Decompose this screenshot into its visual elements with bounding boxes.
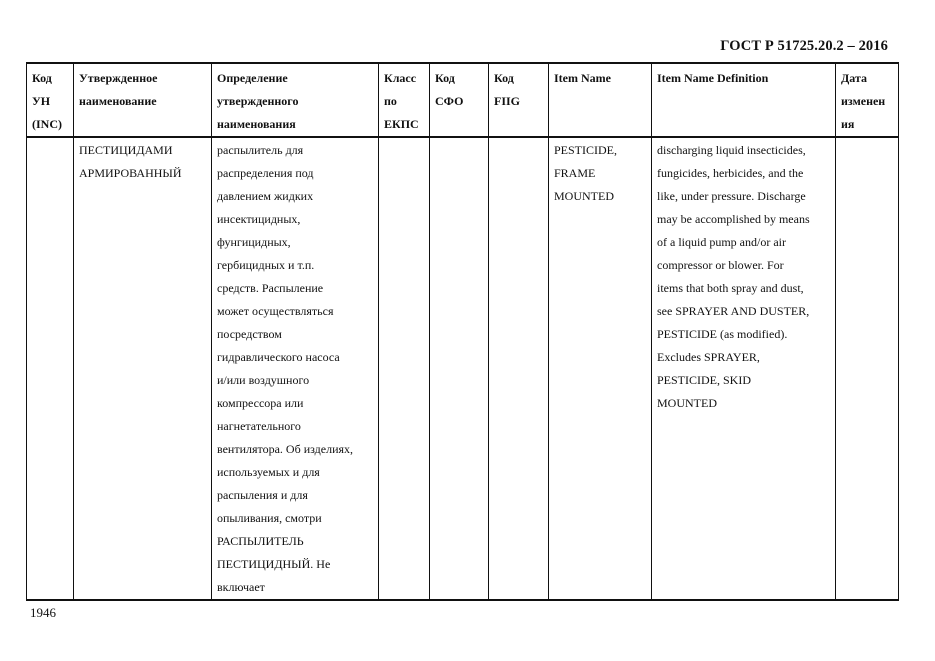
cell-text-line: may be accomplished by means bbox=[657, 212, 810, 226]
cell-text-line: нагнетательного bbox=[217, 419, 301, 433]
header-item-name bbox=[549, 63, 652, 137]
cell-text-line: наименования bbox=[217, 117, 296, 131]
cell-text-line: Код bbox=[32, 71, 52, 85]
table-row bbox=[27, 137, 899, 600]
cell-text-line: ПЕСТИЦИДНЫЙ. Не bbox=[217, 557, 331, 571]
item-name-registry-table bbox=[26, 62, 899, 601]
cell-text-line: посредством bbox=[217, 327, 282, 341]
cell-text-line: компрессора или bbox=[217, 396, 304, 410]
cell-text-line: включает bbox=[217, 580, 265, 594]
cell-fiig-code bbox=[489, 137, 549, 600]
cell-text-line: PESTICIDE, SKID bbox=[657, 373, 752, 387]
table-header-row bbox=[27, 63, 899, 137]
cell-inc-code bbox=[27, 137, 74, 600]
cell-text-line: PESTICIDE (as modified). bbox=[657, 327, 788, 341]
cell-item-name bbox=[549, 137, 652, 600]
cell-text-line: FIIG bbox=[494, 94, 521, 108]
cell-text-line: like, under pressure. Discharge bbox=[657, 189, 806, 203]
cell-approved-name bbox=[74, 137, 212, 600]
page-number: 1946 bbox=[30, 605, 56, 620]
cell-text-line: Код bbox=[435, 71, 455, 85]
header-item-name-definition bbox=[652, 63, 836, 137]
cell-text-line: ия bbox=[841, 117, 855, 131]
cell-text-line: и/или воздушного bbox=[217, 373, 310, 387]
cell-text-line: MOUNTED bbox=[554, 189, 614, 203]
cell-text-line: распределения под bbox=[217, 166, 314, 180]
cell-text-line: может осуществляться bbox=[217, 304, 334, 318]
cell-text-line: инсектицидных, bbox=[217, 212, 301, 226]
cell-text-line: по bbox=[384, 94, 397, 108]
header-definition-ru bbox=[212, 63, 379, 137]
cell-text-line: FRAME bbox=[554, 166, 596, 180]
cell-text-line: Код bbox=[494, 71, 514, 85]
cell-text-line: гербицидных и т.п. bbox=[217, 258, 315, 272]
cell-text-line: compressor or blower. For bbox=[657, 258, 784, 272]
cell-text-line: ПЕСТИЦИДАМИ bbox=[79, 143, 173, 157]
cell-text-line: MOUNTED bbox=[657, 396, 717, 410]
cell-text-line: используемых и для bbox=[217, 465, 320, 479]
cell-text-line: ЕКПС bbox=[384, 117, 419, 131]
cell-text-line: discharging liquid insecticides, bbox=[657, 143, 806, 157]
cell-text-line: фунгицидных, bbox=[217, 235, 291, 249]
cell-text-line: PESTICIDE, bbox=[554, 143, 617, 157]
header-sfo-code bbox=[430, 63, 489, 137]
cell-text-line: средств. Распыление bbox=[217, 281, 324, 295]
cell-item-name-definition bbox=[652, 137, 836, 600]
cell-text-line: вентилятора. Об изделиях, bbox=[217, 442, 354, 456]
cell-text-line: of a liquid pump and/or air bbox=[657, 235, 786, 249]
cell-text-line: распыления и для bbox=[217, 488, 308, 502]
cell-text-line: утвержденного bbox=[217, 94, 299, 108]
cell-text-line: Утвержденное bbox=[79, 71, 158, 85]
cell-ekps-class bbox=[379, 137, 430, 600]
cell-text-line: СФО bbox=[435, 94, 464, 108]
cell-text-line: наименование bbox=[79, 94, 157, 108]
cell-definition-ru bbox=[212, 137, 379, 600]
cell-text-line: Item Name Definition bbox=[657, 71, 769, 85]
cell-text-line: items that both spray and dust, bbox=[657, 281, 804, 295]
header-approved-name bbox=[74, 63, 212, 137]
cell-change-date bbox=[836, 137, 899, 600]
cell-text-line: (INC) bbox=[32, 117, 62, 131]
cell-text-line: Дата bbox=[841, 71, 867, 85]
header-ekps-class bbox=[379, 63, 430, 137]
cell-text-line: опыливания, смотри bbox=[217, 511, 322, 525]
cell-text-line: Item Name bbox=[554, 71, 611, 85]
standard-code-header: ГОСТ Р 51725.20.2 – 2016 bbox=[720, 38, 888, 54]
cell-text-line: Excludes SPRAYER, bbox=[657, 350, 760, 364]
cell-text-line: давлением жидких bbox=[217, 189, 314, 203]
header-inc-code bbox=[27, 63, 74, 137]
header-change-date bbox=[836, 63, 899, 137]
cell-text-line: распылитель для bbox=[217, 143, 304, 157]
cell-text-line: fungicides, herbicides, and the bbox=[657, 166, 804, 180]
header-fiig-code bbox=[489, 63, 549, 137]
cell-text-line: УН bbox=[32, 94, 51, 108]
cell-text-line: изменен bbox=[841, 94, 886, 108]
cell-text-line: Определение bbox=[217, 71, 288, 85]
cell-text-line: Класс bbox=[384, 71, 417, 85]
cell-text-line: гидравлического насоса bbox=[217, 350, 340, 364]
cell-sfo-code bbox=[430, 137, 489, 600]
cell-text-line: see SPRAYER AND DUSTER, bbox=[657, 304, 810, 318]
cell-text-line: РАСПЫЛИТЕЛЬ bbox=[217, 534, 304, 548]
cell-text-line: АРМИРОВАННЫЙ bbox=[79, 166, 182, 180]
